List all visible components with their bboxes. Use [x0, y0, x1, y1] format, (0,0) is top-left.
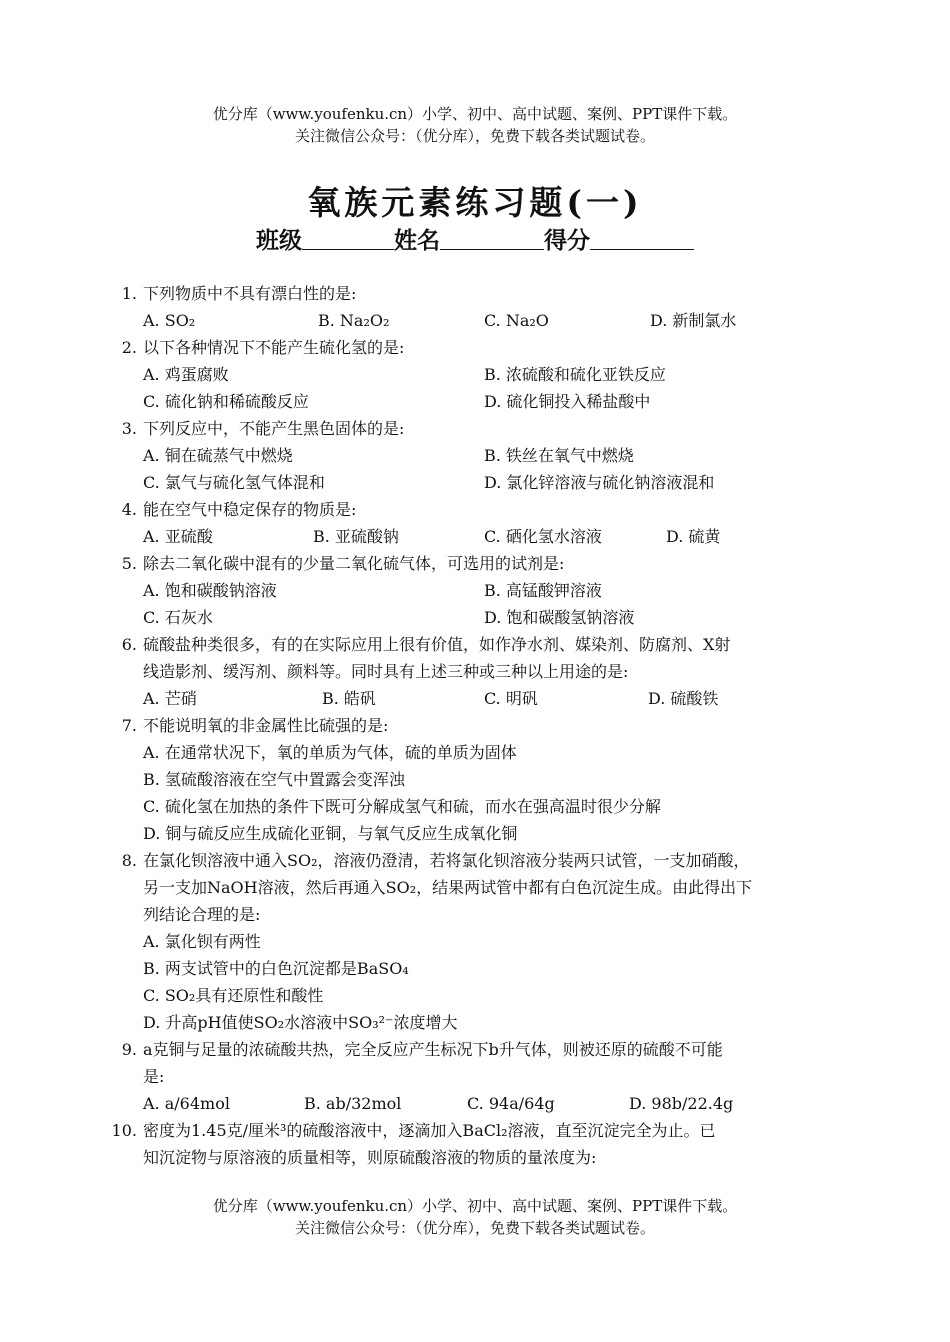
option-b: B. Na₂O₂	[318, 311, 390, 330]
question-10	[0, 1117, 950, 1171]
option-a: A. 氯化钡有两性	[143, 932, 261, 951]
question-text-cont: 知沉淀物与原溶液的质量相等，则原硫酸溶液的物质的量浓度为:	[143, 1148, 597, 1167]
option-b: B. 高锰酸钾溶液	[484, 581, 602, 600]
question-number: 2.	[121, 338, 137, 357]
option-c: C. SO₂具有还原性和酸性	[143, 986, 324, 1005]
question-number: 10.	[111, 1121, 137, 1140]
option-d: D. 硫酸铁	[648, 689, 719, 708]
option-c: C. 94a/64g	[467, 1094, 555, 1113]
option-a: A. 在通常状况下，氧的单质为气体，硫的单质为固体	[143, 743, 517, 762]
option-d: D. 铜与硫反应生成硫化亚铜，与氧气反应生成氧化铜	[143, 824, 518, 843]
option-d: D. 硫化铜投入稀盐酸中	[484, 392, 651, 411]
question-text: 能在空气中稳定保存的物质是:	[143, 500, 357, 519]
option-a: A. 铜在硫蒸气中燃烧	[143, 446, 293, 465]
question-text: 下列物质中不具有漂白性的是:	[143, 284, 357, 303]
question-8	[0, 847, 950, 1036]
option-d: D. 升高pH值使SO₂水溶液中SO₃²⁻浓度增大	[143, 1013, 458, 1032]
option-b: B. 氢硫酸溶液在空气中置露会变浑浊	[143, 770, 405, 789]
footer-line-1: 优分库（www.youfenku.cn）小学、初中、高中试题、案例、PPT课件下载。	[212, 1197, 738, 1215]
question-3	[0, 415, 950, 496]
question-number: 1.	[121, 284, 137, 303]
option-d: D. 饱和碳酸氢钠溶液	[484, 608, 635, 627]
question-1	[0, 280, 950, 334]
option-a: A. 芒硝	[143, 689, 197, 708]
page-header	[0, 103, 950, 147]
question-number: 9.	[121, 1040, 137, 1059]
student-info-line	[0, 224, 950, 258]
option-a: A. 饱和碳酸钠溶液	[143, 581, 277, 600]
question-number: 6.	[121, 635, 137, 654]
page-title: 氧族元素练习题(一)	[307, 183, 643, 222]
question-7	[0, 712, 950, 847]
option-c: C. 明矾	[484, 689, 538, 708]
question-text: 硫酸盐种类很多，有的在实际应用上很有价值，如作净水剂、媒染剂、防腐剂、X射	[143, 635, 731, 654]
option-a: A. a/64mol	[143, 1094, 230, 1113]
score-label: 得分	[544, 228, 590, 254]
question-text-cont: 另一支加NaOH溶液，然后再通入SO₂，结果两试管中都有白色沉淀生成。由此得出下	[143, 878, 753, 897]
question-6	[0, 631, 950, 712]
option-d: D. 新制氯水	[650, 311, 737, 330]
question-text: 除去二氧化碳中混有的少量二氧化硫气体，可选用的试剂是:	[143, 554, 565, 573]
question-number: 8.	[121, 851, 137, 870]
option-c: C. 硫化钠和稀硫酸反应	[143, 392, 309, 411]
name-label: 姓名	[394, 228, 440, 254]
question-5	[0, 550, 950, 631]
option-a: A. SO₂	[143, 311, 196, 330]
header-line-1: 优分库（www.youfenku.cn）小学、初中、高中试题、案例、PPT课件下载。	[212, 105, 738, 123]
question-number: 4.	[121, 500, 137, 519]
question-text: a克铜与足量的浓硫酸共热，完全反应产生标况下b升气体，则被还原的硫酸不可能	[143, 1040, 723, 1059]
option-d: D. 氯化锌溶液与硫化钠溶液混和	[484, 473, 715, 492]
question-text: 不能说明氧的非金属性比硫强的是:	[143, 716, 389, 735]
question-text: 以下各种情况下不能产生硫化氢的是:	[143, 338, 405, 357]
page-footer	[0, 1195, 950, 1239]
option-c: C. 石灰水	[143, 608, 213, 627]
header-line-2: 关注微信公众号：（优分库），免费下载各类试题试卷。	[294, 127, 655, 145]
option-c: C. Na₂O	[484, 311, 549, 330]
option-c: C. 氯气与硫化氢气体混和	[143, 473, 325, 492]
question-text: 密度为1.45克/厘米³的硫酸溶液中，逐滴加入BaCl₂溶液，直至沉淀完全为止。已	[143, 1121, 716, 1140]
score-blank	[590, 227, 694, 250]
option-b: B. ab/32mol	[304, 1094, 402, 1113]
option-b: B. 皓矾	[322, 689, 376, 708]
option-b: B. 亚硫酸钠	[313, 527, 399, 546]
question-2	[0, 334, 950, 415]
option-a: A. 鸡蛋腐败	[143, 365, 229, 384]
option-c: C. 硫化氢在加热的条件下既可分解成氢气和硫，而水在强高温时很少分解	[143, 797, 661, 816]
option-d: D. 硫黄	[666, 527, 721, 546]
question-text: 在氯化钡溶液中通入SO₂，溶液仍澄清，若将氯化钡溶液分装两只试管，一支加硝酸，	[143, 851, 750, 870]
option-b: B. 铁丝在氧气中燃烧	[484, 446, 634, 465]
question-4	[0, 496, 950, 550]
class-label: 班级	[256, 228, 302, 254]
question-number: 5.	[121, 554, 137, 573]
question-list	[0, 280, 950, 1171]
option-d: D. 98b/22.4g	[629, 1094, 734, 1113]
option-b: B. 浓硫酸和硫化亚铁反应	[484, 365, 666, 384]
option-b: B. 两支试管中的白色沉淀都是BaSO₄	[143, 959, 409, 978]
footer-line-2: 关注微信公众号：（优分库），免费下载各类试题试卷。	[294, 1219, 655, 1237]
question-number: 3.	[121, 419, 137, 438]
question-text-cont: 线造影剂、缓泻剂、颜料等。同时具有上述三种或三种以上用途的是:	[143, 662, 629, 681]
question-text-cont: 是:	[143, 1067, 165, 1086]
question-number: 7.	[121, 716, 137, 735]
name-blank	[440, 227, 544, 250]
question-9	[0, 1036, 950, 1117]
question-text-cont: 列结论合理的是:	[143, 905, 261, 924]
class-blank	[302, 227, 394, 250]
question-text: 下列反应中，不能产生黑色固体的是:	[143, 419, 405, 438]
option-c: C. 硒化氢水溶液	[484, 527, 602, 546]
option-a: A. 亚硫酸	[143, 527, 213, 546]
